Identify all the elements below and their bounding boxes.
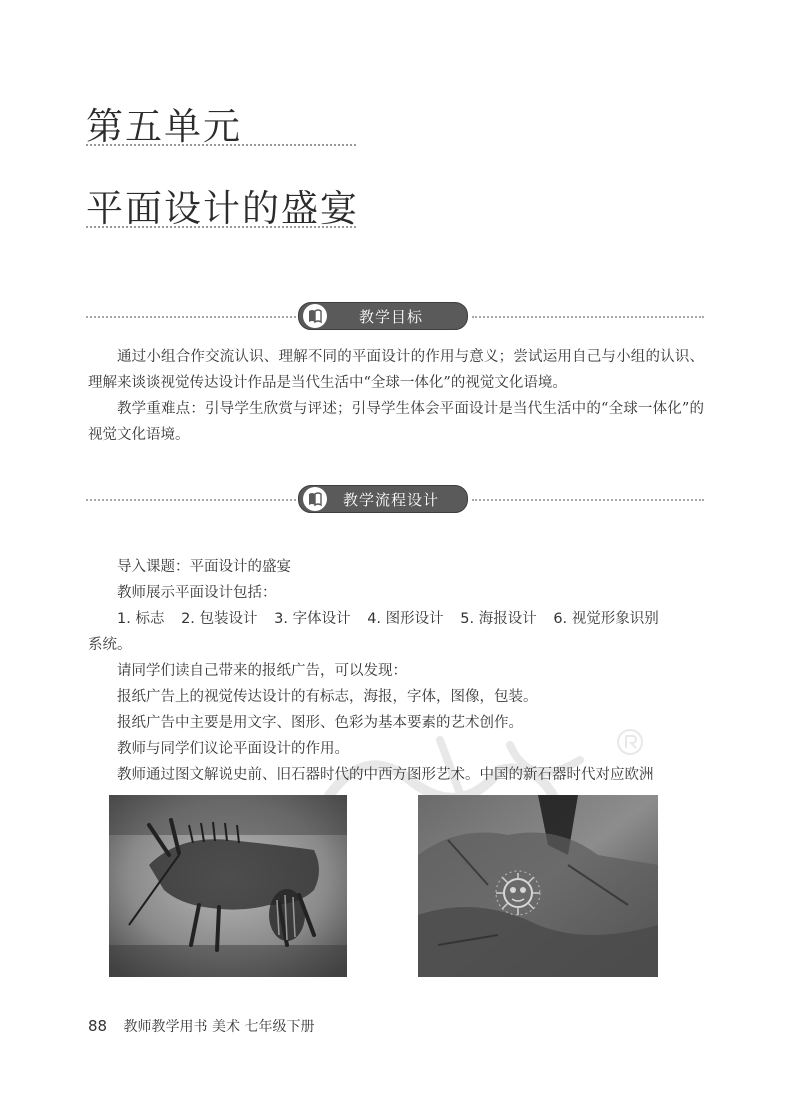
goals-section-banner: [298, 302, 468, 330]
flow-rule-right: [472, 499, 704, 501]
unit-title-underline: [86, 144, 356, 146]
goals-paragraph-1: 通过小组合作交流认识、理解不同的平面设计的作用与意义；尝试运用自己与小组的认识、理解来谈谈视觉传达设计作品是当代生活中“全球一体化”的视觉文化语境。: [88, 349, 704, 391]
goals-body: [88, 344, 704, 448]
design-type-item: 2. 包装设计: [181, 611, 258, 627]
design-type-item: 1. 标志: [117, 611, 165, 627]
goals-paragraph-2: 教学重难点：引导学生欣赏与评述；引导学生体会平面设计是当代生活中的“全球一体化”的视觉文化语境。: [88, 401, 704, 443]
design-types-tail: 系统。: [88, 637, 132, 653]
design-type-item: 4. 图形设计: [367, 611, 444, 627]
page-footer: [88, 1016, 314, 1036]
book-icon: [303, 304, 327, 328]
lesson-title-underline: [86, 226, 356, 228]
flow-rule-left: [86, 499, 296, 501]
book-icon: [303, 487, 327, 511]
flow-finding-1: 报纸广告上的视觉传达设计的有标志，海报，字体，图像，包装。: [117, 689, 538, 705]
flow-history: 教师通过图文解说史前、旧石器时代的中西方图形艺术。中国的新石器时代对应欧洲: [117, 767, 654, 783]
design-type-item: 6. 视觉形象识别: [553, 611, 659, 627]
unit-title: 第五单元: [86, 105, 242, 148]
lesson-title: 平面设计的盛宴: [86, 187, 359, 230]
flow-intro: 导入课题：平面设计的盛宴: [117, 559, 291, 575]
rock-petroglyph-photo: [418, 795, 658, 977]
flow-body: [88, 554, 704, 788]
book-title: 教师教学用书 美术 七年级下册: [123, 1019, 315, 1035]
page-number: 88: [88, 1017, 108, 1035]
cave-painting-photo: [109, 795, 347, 977]
goals-rule-right: [472, 316, 704, 318]
design-types-list: [88, 606, 704, 632]
flow-ask: 请同学们读自己带来的报纸广告，可以发现：: [117, 663, 407, 679]
flow-section-banner: [298, 485, 468, 513]
flow-finding-2: 报纸广告中主要是用文字、图形、色彩为基本要素的艺术创作。: [117, 715, 523, 731]
flow-show: 教师展示平面设计包括：: [117, 585, 277, 601]
flow-discuss: 教师与同学们议论平面设计的作用。: [117, 741, 349, 757]
design-type-item: 5. 海报设计: [460, 611, 537, 627]
goals-rule-left: [86, 316, 296, 318]
flow-section-label: 教学流程设计: [342, 490, 439, 509]
goals-section-label: 教学目标: [358, 307, 423, 326]
design-type-item: 3. 字体设计: [274, 611, 351, 627]
